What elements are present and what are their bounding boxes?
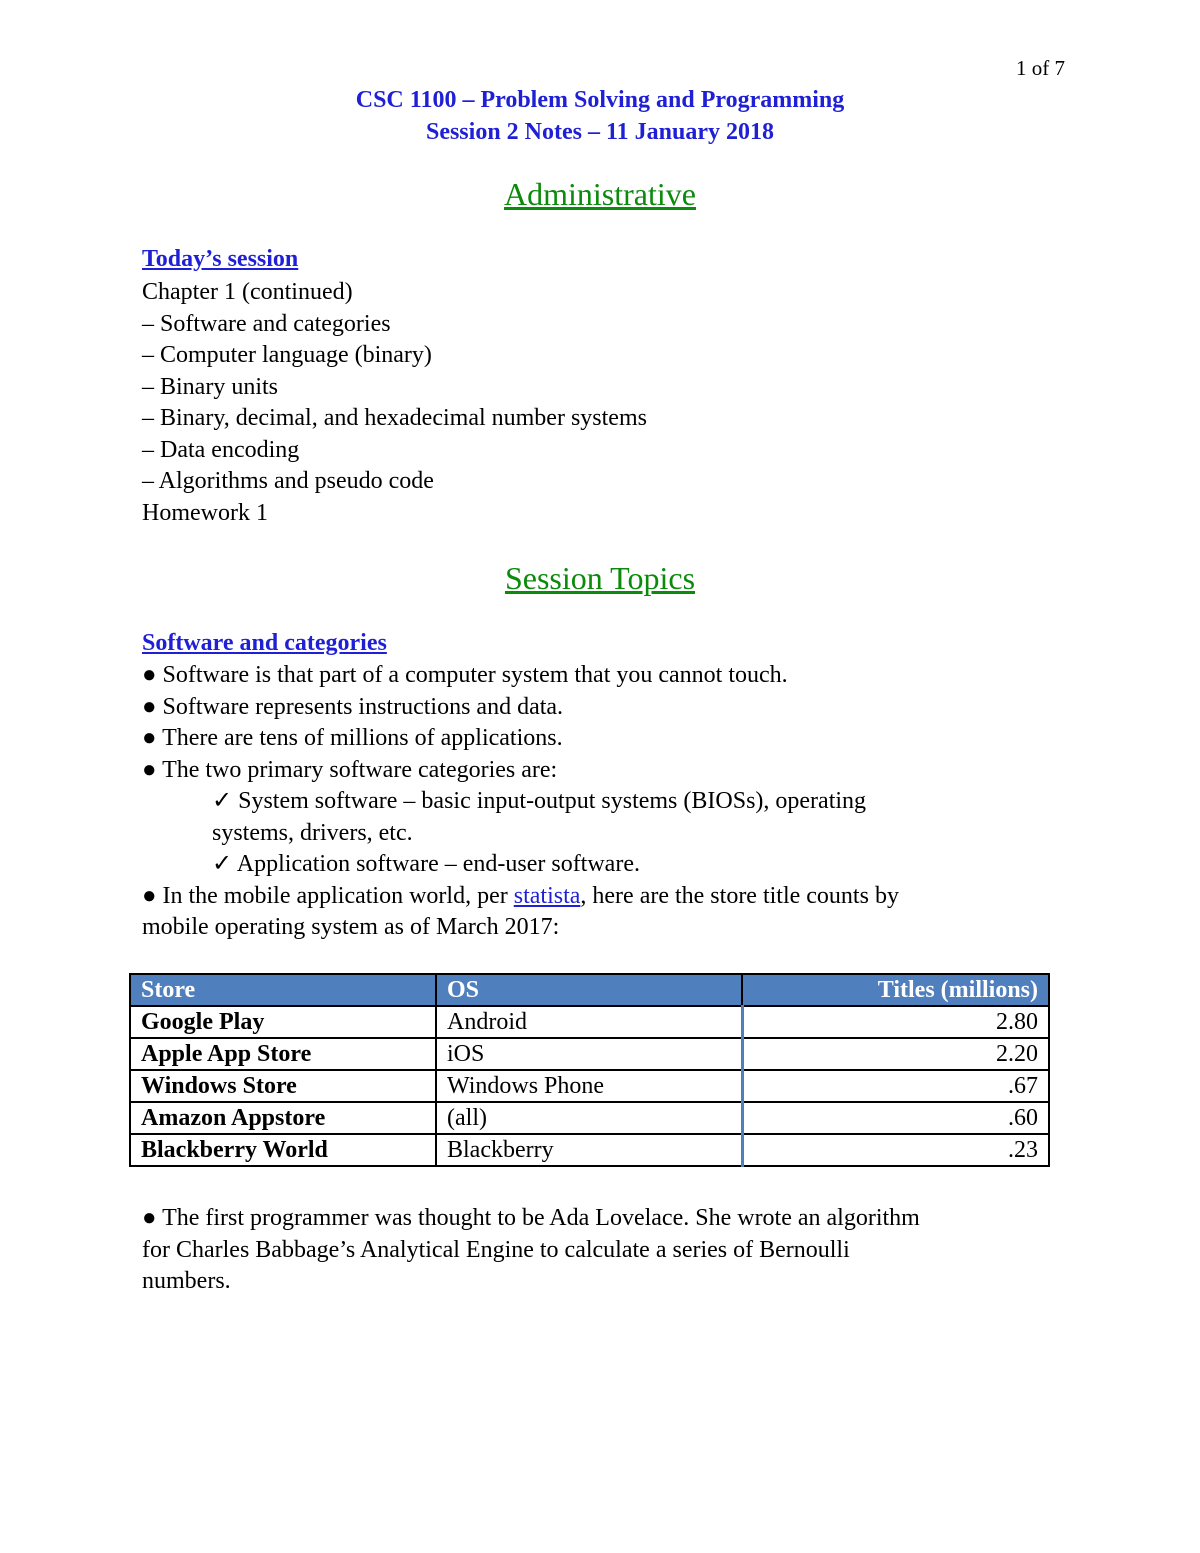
bullet-item: ● Software is that part of a computer system that you cannot touch. — [142, 662, 788, 688]
paragraph-line: for Charles Babbage’s Analytical Engine to calculate a series of Bernoulli — [142, 1236, 850, 1263]
document-title — [0, 84, 1200, 148]
mobile-text-after: , here are the store title counts by — [580, 882, 899, 909]
session-topics-heading: Session Topics — [504, 560, 696, 596]
column-header-store: Store — [130, 974, 436, 1006]
cell-os: Windows Phone — [436, 1070, 742, 1102]
check-item: ✓ Application software – end-user software. — [212, 851, 640, 877]
todays-session-heading: Today’s session — [142, 246, 299, 272]
cell-os: Blackberry — [436, 1134, 742, 1166]
paragraph-line: numbers. — [142, 1268, 231, 1294]
cell-store: Windows Store — [130, 1070, 436, 1102]
ada-lovelace-paragraph — [142, 1203, 1082, 1298]
list-item: Chapter 1 (continued) — [142, 279, 353, 305]
statista-link[interactable]: statista — [513, 882, 581, 909]
table-row — [130, 1006, 1049, 1038]
check-item-continuation: systems, drivers, etc. — [212, 819, 413, 846]
table-row — [130, 1070, 1049, 1102]
cell-titles: 2.80 — [742, 1006, 1049, 1038]
check-item: ✓ System software – basic input-output systems (BIOSs), operating — [212, 788, 867, 814]
table-header-row — [130, 974, 1049, 1006]
bullet-item: ● There are tens of millions of applications. — [142, 725, 563, 751]
software-categories-heading: Software and categories — [142, 630, 387, 656]
cell-os: (all) — [436, 1102, 742, 1134]
list-item: – Binary, decimal, and hexadecimal number systems — [142, 405, 647, 431]
list-item: – Algorithms and pseudo code — [142, 468, 434, 494]
table-row — [130, 1102, 1049, 1134]
table-row — [130, 1134, 1049, 1166]
paragraph-line: ● The first programmer was thought to be Ada Lovelace. She wrote an algorithm — [142, 1205, 920, 1231]
cell-store: Blackberry World — [130, 1134, 436, 1166]
todays-session-list — [142, 277, 1082, 529]
cell-os: iOS — [436, 1038, 742, 1070]
session-title: Session 2 Notes – 11 January 2018 — [425, 119, 775, 145]
software-bullets — [142, 660, 1082, 944]
list-item: – Software and categories — [142, 310, 391, 337]
list-item: – Computer language (binary) — [142, 342, 432, 368]
bullet-item-mobile-line2: mobile operating system as of March 2017: — [142, 914, 560, 940]
list-item: Homework 1 — [142, 499, 268, 526]
cell-store: Apple App Store — [130, 1038, 436, 1070]
bullet-item: ● The two primary software categories are: — [142, 756, 558, 783]
page-number: 1 of 7 — [1016, 56, 1065, 80]
cell-store: Amazon Appstore — [130, 1102, 436, 1134]
list-item: – Data encoding — [142, 436, 300, 463]
cell-titles: .60 — [742, 1102, 1049, 1134]
bullet-item-mobile — [142, 881, 1082, 913]
cell-titles: 2.20 — [742, 1038, 1049, 1070]
column-header-titles: Titles (millions) — [742, 974, 1049, 1006]
mobile-text-before: ● In the mobile application world, per — [142, 882, 514, 909]
column-header-os: OS — [436, 974, 742, 1006]
bullet-item: ● Software represents instructions and data. — [142, 693, 564, 720]
cell-store: Google Play — [130, 1006, 436, 1038]
table-row — [130, 1038, 1049, 1070]
course-title: CSC 1100 – Problem Solving and Programming — [355, 87, 845, 113]
store-titles-table — [129, 973, 1050, 1167]
cell-titles: .67 — [742, 1070, 1049, 1102]
list-item: – Binary units — [142, 373, 278, 400]
cell-titles: .23 — [742, 1134, 1049, 1166]
administrative-heading: Administrative — [504, 176, 696, 212]
cell-os: Android — [436, 1006, 742, 1038]
